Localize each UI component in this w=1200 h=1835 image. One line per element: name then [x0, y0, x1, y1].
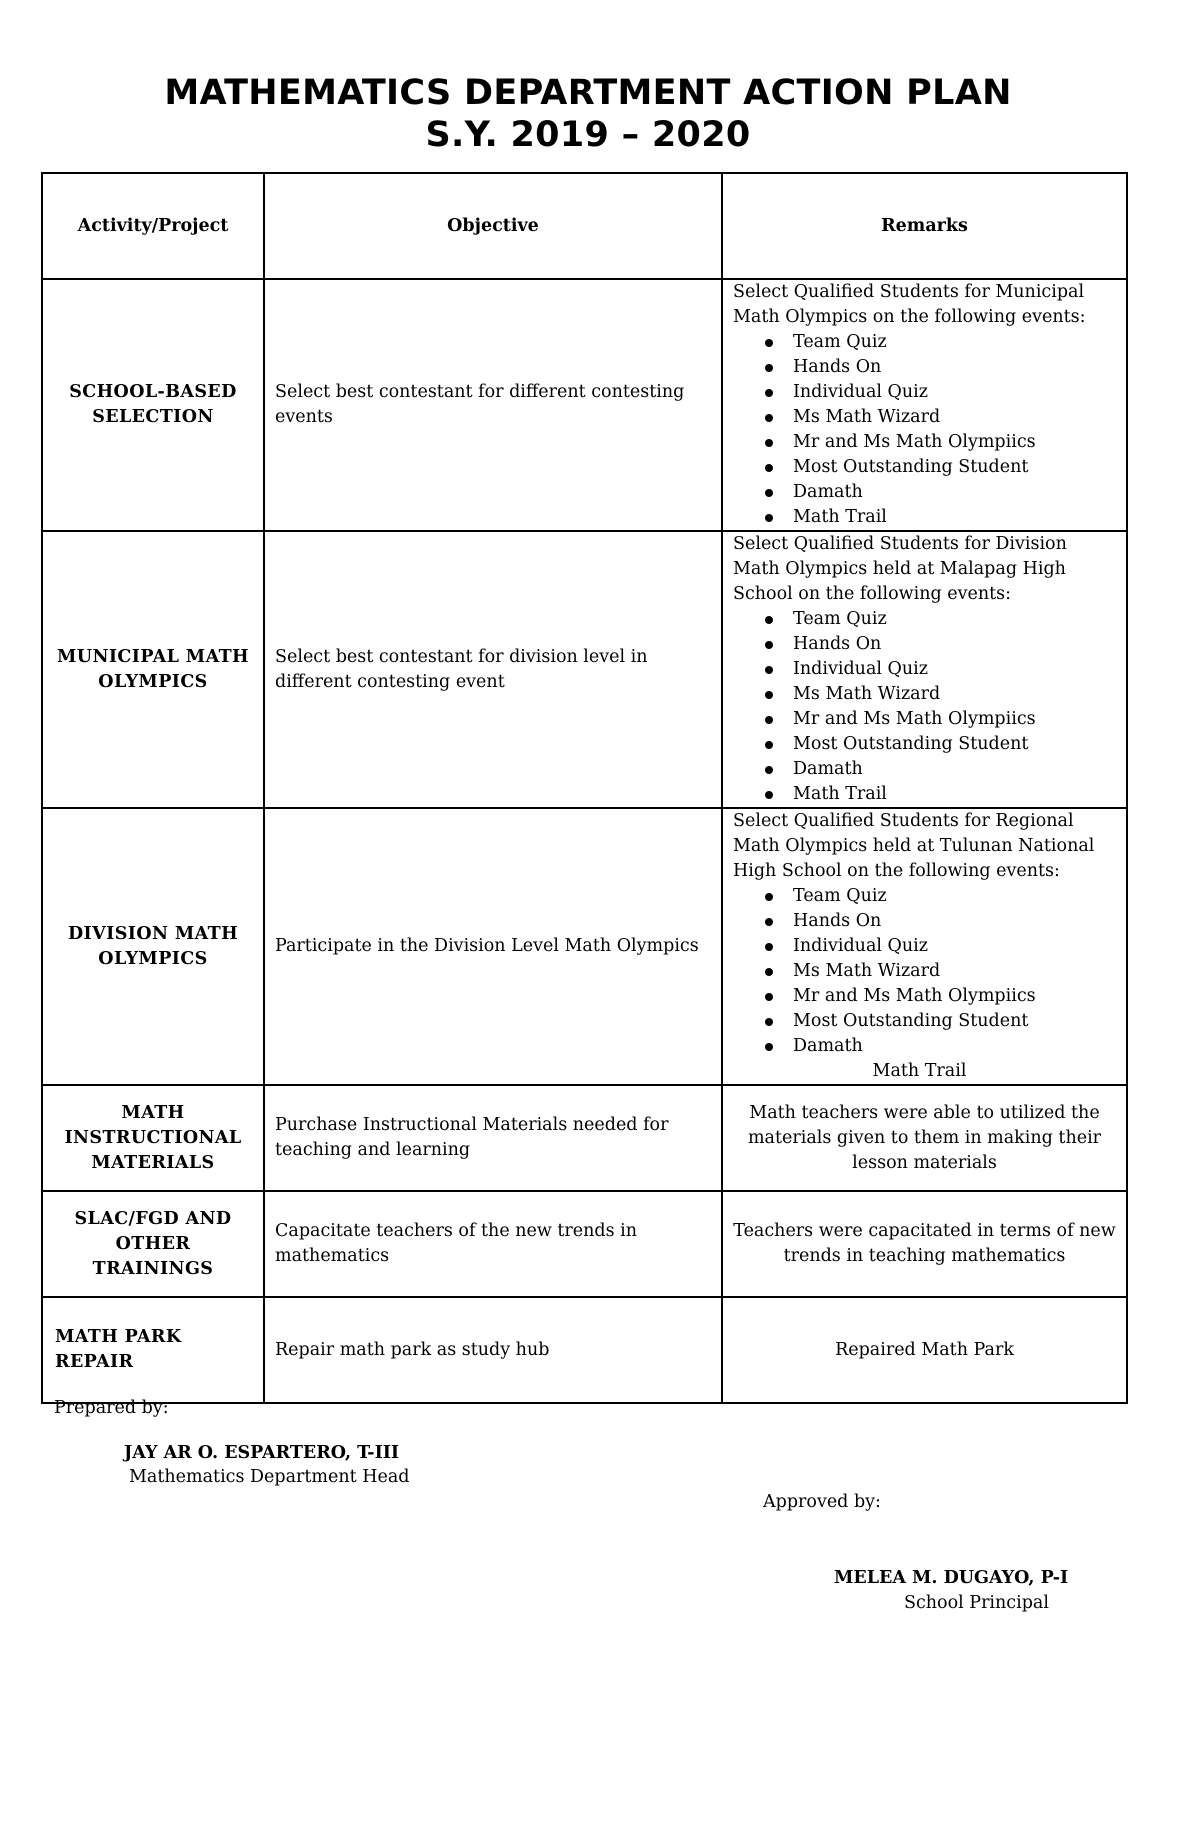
remarks-intro: Select Qualified Students for Municipal Math Olympics on the following events:: [733, 282, 1086, 327]
preparer-name: JAY AR O. ESPARTERO, T-III: [124, 1443, 400, 1463]
objective-cell: Capacitate teachers of the new trends in mathematics: [264, 1191, 722, 1297]
document-title: [0, 72, 1176, 156]
event-label: Individual Quiz: [793, 936, 928, 956]
activity-cell: MUNICIPAL MATH OLYMPICS: [42, 531, 264, 808]
activity-cell: SLAC/FGD AND OTHER TRAININGS: [42, 1191, 264, 1297]
bullet-icon: [765, 993, 773, 1001]
header-activity: Activity/Project: [42, 173, 264, 279]
bullet-icon: [765, 464, 773, 472]
bullet-icon: [765, 364, 773, 372]
list-item: [733, 934, 1116, 959]
event-label: Ms Math Wizard: [793, 407, 941, 427]
list-item: [733, 505, 1116, 530]
list-item: [733, 682, 1116, 707]
table-row: [42, 1297, 1127, 1403]
bullet-icon: [765, 918, 773, 926]
approver-position: School Principal: [904, 1593, 1049, 1613]
list-item: [733, 884, 1116, 909]
event-trailing-text: Math Trail: [872, 1061, 967, 1081]
list-item: [733, 405, 1116, 430]
event-label: Ms Math Wizard: [793, 961, 941, 981]
table-row: [42, 1191, 1127, 1297]
bullet-icon: [765, 666, 773, 674]
event-label: Individual Quiz: [793, 659, 928, 679]
table-row: [42, 1085, 1127, 1191]
bullet-icon: [765, 439, 773, 447]
bullet-icon: [765, 766, 773, 774]
bullet-icon: [765, 489, 773, 497]
approver-name: MELEA M. DUGAYO, P-I: [834, 1568, 1069, 1588]
list-item: [733, 909, 1116, 934]
event-label: Damath: [793, 759, 863, 779]
event-list: [733, 884, 1116, 1059]
bullet-icon: [765, 791, 773, 799]
prepared-by-label: Prepared by:: [54, 1398, 169, 1418]
event-label: Mr and Ms Math Olympiics: [793, 986, 1036, 1006]
event-label: Math Trail: [793, 507, 887, 527]
list-item: [733, 480, 1116, 505]
event-label: Damath: [793, 1036, 863, 1056]
list-item: [733, 607, 1116, 632]
table-row: [42, 531, 1127, 808]
objective-cell: Repair math park as study hub: [264, 1297, 722, 1403]
event-label: Damath: [793, 482, 863, 502]
event-label: Mr and Ms Math Olympiics: [793, 432, 1036, 452]
event-label: Most Outstanding Student: [793, 1011, 1029, 1031]
title-line-main: MATHEMATICS DEPARTMENT ACTION PLAN: [164, 73, 1012, 113]
list-item: [733, 380, 1116, 405]
remarks-cell: [722, 279, 1127, 531]
list-item: [733, 707, 1116, 732]
bullet-icon: [765, 893, 773, 901]
objective-cell: Participate in the Division Level Math Olympics: [264, 808, 722, 1085]
event-label: Math Trail: [793, 784, 887, 804]
bullet-icon: [765, 641, 773, 649]
event-label: Most Outstanding Student: [793, 734, 1029, 754]
list-item: [733, 782, 1116, 807]
bullet-icon: [765, 616, 773, 624]
bullet-icon: [765, 691, 773, 699]
activity-cell: MATH INSTRUCTIONAL MATERIALS: [42, 1085, 264, 1191]
bullet-icon: [765, 414, 773, 422]
remarks-cell: [722, 808, 1127, 1085]
activity-cell: MATH PARK REPAIR: [42, 1297, 264, 1403]
remarks-cell: Teachers were capacitated in terms of new trends in teaching mathematics: [722, 1191, 1127, 1297]
event-label: Hands On: [793, 357, 882, 377]
list-item: [733, 355, 1116, 380]
preparer-position: Mathematics Department Head: [129, 1467, 410, 1487]
table-header-row: [42, 173, 1127, 279]
list-item: [733, 330, 1116, 355]
list-item: [733, 1009, 1116, 1034]
bullet-icon: [765, 339, 773, 347]
event-label: Mr and Ms Math Olympiics: [793, 709, 1036, 729]
bullet-icon: [765, 389, 773, 397]
event-label: Team Quiz: [793, 332, 887, 352]
objective-cell: Select best contestant for different contesting events: [264, 279, 722, 531]
list-item: [733, 959, 1116, 984]
event-list: [733, 607, 1116, 807]
action-plan-table: [41, 172, 1128, 1404]
header-remarks: Remarks: [722, 173, 1127, 279]
title-line-school-year: S.Y. 2019 – 2020: [425, 115, 751, 155]
list-item: [733, 657, 1116, 682]
bullet-icon: [765, 1043, 773, 1051]
list-item: [733, 984, 1116, 1009]
event-label: Individual Quiz: [793, 382, 928, 402]
list-item: [733, 757, 1116, 782]
list-item: [733, 455, 1116, 480]
event-label: Ms Math Wizard: [793, 684, 941, 704]
objective-cell: Purchase Instructional Materials needed for teaching and learning: [264, 1085, 722, 1191]
event-label: Hands On: [793, 634, 882, 654]
remarks-intro: Select Qualified Students for Regional Math Olympics held at Tulunan National High School on the following events:: [733, 811, 1095, 881]
bullet-icon: [765, 741, 773, 749]
bullet-icon: [765, 943, 773, 951]
header-objective: Objective: [264, 173, 722, 279]
bullet-icon: [765, 1018, 773, 1026]
event-label: Most Outstanding Student: [793, 457, 1029, 477]
bullet-icon: [765, 716, 773, 724]
list-item: [733, 1034, 1116, 1059]
remarks-cell: Math teachers were able to utilized the materials given to them in making their lesson materials: [722, 1085, 1127, 1191]
event-label: Team Quiz: [793, 886, 887, 906]
remarks-intro: Select Qualified Students for Division Math Olympics held at Malapag High School on the following events:: [733, 534, 1067, 604]
remarks-cell: Repaired Math Park: [722, 1297, 1127, 1403]
event-list: [733, 330, 1116, 530]
approved-by-label: Approved by:: [763, 1492, 881, 1512]
activity-cell: DIVISION MATH OLYMPICS: [42, 808, 264, 1085]
objective-cell: Select best contestant for division level in different contesting event: [264, 531, 722, 808]
remarks-cell: [722, 531, 1127, 808]
event-label: Team Quiz: [793, 609, 887, 629]
activity-cell: SCHOOL-BASED SELECTION: [42, 279, 264, 531]
list-item: [733, 732, 1116, 757]
list-item: [733, 430, 1116, 455]
bullet-icon: [765, 514, 773, 522]
bullet-icon: [765, 968, 773, 976]
event-label: Hands On: [793, 911, 882, 931]
table-row: [42, 279, 1127, 531]
list-item: [733, 632, 1116, 657]
table-row: [42, 808, 1127, 1085]
